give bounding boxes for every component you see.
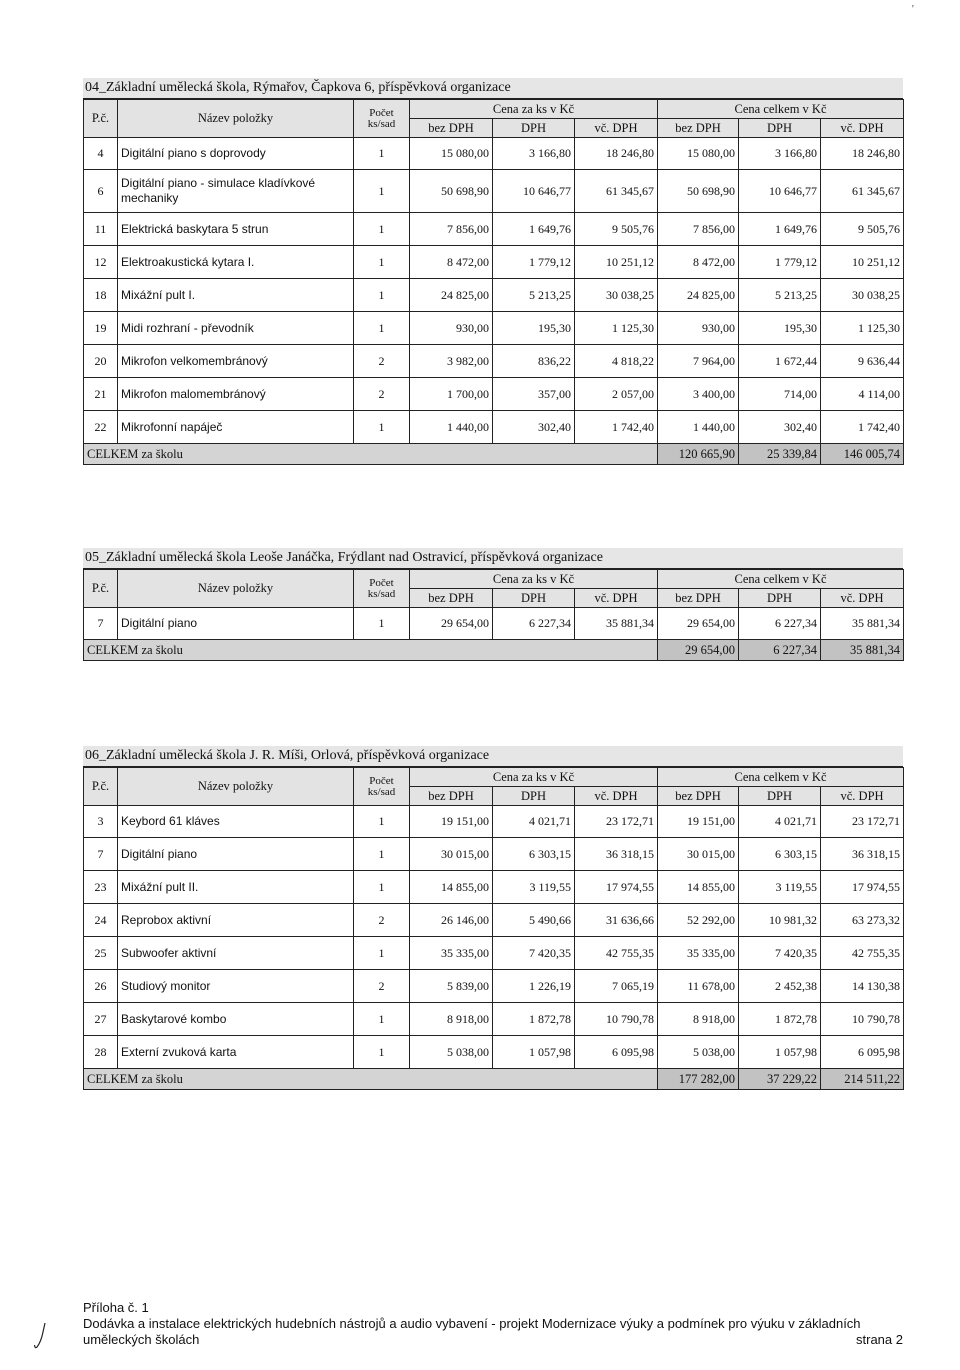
item-number: 28 [84,1036,118,1069]
section-title: 05_Základní umělecká škola Leoše Janáčka, Frýdlant nad Ostravicí, příspěvková organizace [83,548,903,569]
col-pc: P.č. [84,768,118,806]
unit-price-bez-dph: 14 855,00 [410,871,493,904]
total-price-vc-dph: 36 318,15 [821,838,904,871]
total-price-dph: 10 646,77 [739,170,821,213]
item-number: 4 [84,138,118,170]
total-price-bez-dph: 24 825,00 [658,279,739,312]
item-name: Baskytarové kombo [118,1003,354,1036]
total-price-dph: 3 119,55 [739,871,821,904]
item-quantity: 1 [354,170,410,213]
item-name: Keybord 61 kláves [118,806,354,838]
item-number: 27 [84,1003,118,1036]
col-total-vc-dph: vč. DPH [821,589,904,608]
col-pc: P.č. [84,570,118,608]
unit-price-bez-dph: 35 335,00 [410,937,493,970]
col-name: Název položky [118,768,354,806]
unit-price-dph: 195,30 [493,312,575,345]
section-title: 06_Základní umělecká škola J. R. Míši, Orlová, příspěvková organizace [83,746,903,767]
unit-price-vc-dph: 30 038,25 [575,279,658,312]
unit-price-bez-dph: 19 151,00 [410,806,493,838]
total-dph: 37 229,22 [739,1069,821,1090]
total-vc-dph: 146 005,74 [821,444,904,465]
total-dph: 6 227,34 [739,640,821,661]
unit-price-bez-dph: 29 654,00 [410,608,493,640]
total-price-vc-dph: 9 636,44 [821,345,904,378]
total-label: CELKEM za školu [84,640,658,661]
total-price-dph: 1 779,12 [739,246,821,279]
total-price-bez-dph: 19 151,00 [658,806,739,838]
total-label: CELKEM za školu [84,1069,658,1090]
total-price-dph: 1 672,44 [739,345,821,378]
item-name: Digitální piano - simulace kladívkové mechaniky [118,170,354,213]
item-quantity: 2 [354,970,410,1003]
item-name: Digitální piano s doprovody [118,138,354,170]
total-price-vc-dph: 35 881,34 [821,608,904,640]
unit-price-vc-dph: 10 251,12 [575,246,658,279]
attachment-label: Příloha č. 1 [83,1300,149,1315]
total-price-dph: 1 872,78 [739,1003,821,1036]
col-unit-price: Cena za ks v Kč [410,570,658,589]
unit-price-vc-dph: 36 318,15 [575,838,658,871]
item-quantity: 2 [354,904,410,937]
unit-price-dph: 1 649,76 [493,213,575,246]
unit-price-dph: 10 646,77 [493,170,575,213]
unit-price-dph: 7 420,35 [493,937,575,970]
total-price-dph: 10 981,32 [739,904,821,937]
item-quantity: 2 [354,345,410,378]
section-zus-rymarov [83,78,903,465]
total-row [84,444,904,465]
unit-price-dph: 3 166,80 [493,138,575,170]
item-name: Midi rozhraní - převodník [118,312,354,345]
item-quantity: 1 [354,312,410,345]
total-price-vc-dph: 10 251,12 [821,246,904,279]
item-quantity: 1 [354,806,410,838]
total-label: CELKEM za školu [84,444,658,465]
table-row [84,871,904,904]
total-row [84,1069,904,1090]
col-total-price: Cena celkem v Kč [658,100,904,119]
item-number: 7 [84,838,118,871]
item-quantity: 1 [354,138,410,170]
total-bez-dph: 177 282,00 [658,1069,739,1090]
total-vc-dph: 214 511,22 [821,1069,904,1090]
item-quantity: 1 [354,937,410,970]
unit-price-bez-dph: 50 698,90 [410,170,493,213]
item-quantity: 1 [354,1036,410,1069]
header-row-group [84,570,904,589]
item-quantity: 1 [354,1003,410,1036]
col-unit-bez-dph: bez DPH [410,119,493,138]
unit-price-dph: 5 213,25 [493,279,575,312]
item-number: 23 [84,871,118,904]
total-price-vc-dph: 1 125,30 [821,312,904,345]
item-name: Mixážní pult II. [118,871,354,904]
total-price-bez-dph: 7 964,00 [658,345,739,378]
col-total-vc-dph: vč. DPH [821,119,904,138]
page-footer [83,1300,903,1348]
item-number: 6 [84,170,118,213]
unit-price-dph: 1 779,12 [493,246,575,279]
total-price-dph: 6 227,34 [739,608,821,640]
total-price-dph: 3 166,80 [739,138,821,170]
item-number: 25 [84,937,118,970]
col-qty: Počet ks/sad [354,768,410,806]
total-price-vc-dph: 6 095,98 [821,1036,904,1069]
item-name: Elektroakustická kytara I. [118,246,354,279]
total-price-vc-dph: 4 114,00 [821,378,904,411]
item-number: 20 [84,345,118,378]
item-name: Mikrofon velkomembránový [118,345,354,378]
unit-price-bez-dph: 8 918,00 [410,1003,493,1036]
col-total-bez-dph: bez DPH [658,119,739,138]
item-name: Mikrofonní napáječ [118,411,354,444]
total-price-dph: 2 452,38 [739,970,821,1003]
col-pc: P.č. [84,100,118,138]
items-table [83,569,904,661]
project-description-cont: uměleckých školách [83,1332,200,1347]
total-price-vc-dph: 10 790,78 [821,1003,904,1036]
table-row [84,312,904,345]
item-number: 12 [84,246,118,279]
page-number: strana 2 [856,1332,903,1347]
items-table [83,99,904,465]
unit-price-vc-dph: 61 345,67 [575,170,658,213]
col-total-price: Cena celkem v Kč [658,768,904,787]
table-row [84,937,904,970]
table-row [84,246,904,279]
col-unit-bez-dph: bez DPH [410,787,493,806]
item-quantity: 2 [354,378,410,411]
unit-price-vc-dph: 18 246,80 [575,138,658,170]
unit-price-vc-dph: 17 974,55 [575,871,658,904]
total-price-bez-dph: 30 015,00 [658,838,739,871]
total-price-bez-dph: 15 080,00 [658,138,739,170]
col-total-bez-dph: bez DPH [658,787,739,806]
unit-price-dph: 302,40 [493,411,575,444]
total-price-bez-dph: 35 335,00 [658,937,739,970]
unit-price-vc-dph: 10 790,78 [575,1003,658,1036]
table-row [84,904,904,937]
unit-price-dph: 836,22 [493,345,575,378]
total-price-vc-dph: 42 755,35 [821,937,904,970]
total-bez-dph: 29 654,00 [658,640,739,661]
total-price-dph: 195,30 [739,312,821,345]
unit-price-vc-dph: 31 636,66 [575,904,658,937]
table-row [84,345,904,378]
item-number: 26 [84,970,118,1003]
total-price-vc-dph: 18 246,80 [821,138,904,170]
unit-price-dph: 1 226,19 [493,970,575,1003]
item-quantity: 1 [354,213,410,246]
table-row [84,970,904,1003]
col-unit-vc-dph: vč. DPH [575,589,658,608]
total-price-bez-dph: 11 678,00 [658,970,739,1003]
col-unit-dph: DPH [493,589,575,608]
items-table [83,767,904,1090]
unit-price-dph: 6 303,15 [493,838,575,871]
table-row [84,806,904,838]
item-name: Digitální piano [118,838,354,871]
item-quantity: 1 [354,871,410,904]
total-price-dph: 1 649,76 [739,213,821,246]
signature-mark [34,1322,48,1350]
total-price-bez-dph: 14 855,00 [658,871,739,904]
col-unit-dph: DPH [493,787,575,806]
item-quantity: 1 [354,411,410,444]
table-row [84,170,904,213]
item-quantity: 1 [354,246,410,279]
unit-price-dph: 1 872,78 [493,1003,575,1036]
total-price-bez-dph: 930,00 [658,312,739,345]
col-total-price: Cena celkem v Kč [658,570,904,589]
total-dph: 25 339,84 [739,444,821,465]
col-unit-vc-dph: vč. DPH [575,787,658,806]
section-zus-orlova [83,746,903,1090]
header-row-group [84,768,904,787]
item-name: Externí zvuková karta [118,1036,354,1069]
table-row [84,608,904,640]
item-quantity: 1 [354,608,410,640]
total-price-bez-dph: 29 654,00 [658,608,739,640]
col-unit-bez-dph: bez DPH [410,589,493,608]
table-row [84,838,904,871]
item-number: 18 [84,279,118,312]
total-price-dph: 7 420,35 [739,937,821,970]
total-price-dph: 302,40 [739,411,821,444]
col-qty: Počet ks/sad [354,100,410,138]
col-name: Název položky [118,570,354,608]
col-unit-price: Cena za ks v Kč [410,768,658,787]
unit-price-vc-dph: 23 172,71 [575,806,658,838]
item-name: Reprobox aktivní [118,904,354,937]
item-name: Mixážní pult I. [118,279,354,312]
total-price-dph: 714,00 [739,378,821,411]
unit-price-bez-dph: 7 856,00 [410,213,493,246]
unit-price-dph: 6 227,34 [493,608,575,640]
table-row [84,213,904,246]
item-name: Studiový monitor [118,970,354,1003]
item-name: Elektrická baskytara 5 strun [118,213,354,246]
unit-price-bez-dph: 1 440,00 [410,411,493,444]
unit-price-bez-dph: 30 015,00 [410,838,493,871]
unit-price-dph: 357,00 [493,378,575,411]
total-price-bez-dph: 3 400,00 [658,378,739,411]
total-price-vc-dph: 61 345,67 [821,170,904,213]
unit-price-vc-dph: 7 065,19 [575,970,658,1003]
item-number: 11 [84,213,118,246]
item-name: Subwoofer aktivní [118,937,354,970]
unit-price-vc-dph: 35 881,34 [575,608,658,640]
total-price-vc-dph: 9 505,76 [821,213,904,246]
item-quantity: 1 [354,838,410,871]
item-number: 19 [84,312,118,345]
unit-price-bez-dph: 8 472,00 [410,246,493,279]
total-price-bez-dph: 7 856,00 [658,213,739,246]
unit-price-dph: 1 057,98 [493,1036,575,1069]
col-total-bez-dph: bez DPH [658,589,739,608]
total-price-bez-dph: 52 292,00 [658,904,739,937]
total-price-dph: 4 021,71 [739,806,821,838]
unit-price-bez-dph: 24 825,00 [410,279,493,312]
total-price-vc-dph: 17 974,55 [821,871,904,904]
col-unit-vc-dph: vč. DPH [575,119,658,138]
col-total-vc-dph: vč. DPH [821,787,904,806]
unit-price-bez-dph: 5 038,00 [410,1036,493,1069]
unit-price-bez-dph: 5 839,00 [410,970,493,1003]
unit-price-bez-dph: 26 146,00 [410,904,493,937]
col-total-dph: DPH [739,119,821,138]
unit-price-vc-dph: 1 125,30 [575,312,658,345]
unit-price-vc-dph: 6 095,98 [575,1036,658,1069]
total-price-vc-dph: 14 130,38 [821,970,904,1003]
unit-price-bez-dph: 930,00 [410,312,493,345]
item-quantity: 1 [354,279,410,312]
col-unit-dph: DPH [493,119,575,138]
table-row [84,138,904,170]
total-price-dph: 6 303,15 [739,838,821,871]
total-price-bez-dph: 5 038,00 [658,1036,739,1069]
table-row [84,279,904,312]
unit-price-vc-dph: 4 818,22 [575,345,658,378]
item-number: 24 [84,904,118,937]
total-price-bez-dph: 50 698,90 [658,170,739,213]
item-number: 7 [84,608,118,640]
corner-mark: ' [912,4,914,15]
unit-price-dph: 5 490,66 [493,904,575,937]
table-row [84,1003,904,1036]
total-price-bez-dph: 8 472,00 [658,246,739,279]
total-vc-dph: 35 881,34 [821,640,904,661]
unit-price-vc-dph: 2 057,00 [575,378,658,411]
table-row [84,411,904,444]
col-name: Název položky [118,100,354,138]
section-title: 04_Základní umělecká škola, Rýmařov, Čapkova 6, příspěvková organizace [83,78,903,99]
header-row-group [84,100,904,119]
total-price-bez-dph: 1 440,00 [658,411,739,444]
total-row [84,640,904,661]
col-unit-price: Cena za ks v Kč [410,100,658,119]
unit-price-vc-dph: 1 742,40 [575,411,658,444]
project-description: Dodávka a instalace elektrických hudebních nástrojů a audio vybavení - projekt Modernizace výuky a podmínek pro výuku v základních [83,1316,861,1331]
unit-price-vc-dph: 42 755,35 [575,937,658,970]
item-number: 21 [84,378,118,411]
col-total-dph: DPH [739,787,821,806]
item-name: Mikrofon malomembránový [118,378,354,411]
item-number: 3 [84,806,118,838]
unit-price-vc-dph: 9 505,76 [575,213,658,246]
unit-price-dph: 3 119,55 [493,871,575,904]
total-price-dph: 1 057,98 [739,1036,821,1069]
unit-price-dph: 4 021,71 [493,806,575,838]
item-name: Digitální piano [118,608,354,640]
total-price-vc-dph: 63 273,32 [821,904,904,937]
col-qty: Počet ks/sad [354,570,410,608]
total-price-vc-dph: 23 172,71 [821,806,904,838]
unit-price-bez-dph: 1 700,00 [410,378,493,411]
total-price-dph: 5 213,25 [739,279,821,312]
total-price-vc-dph: 1 742,40 [821,411,904,444]
col-total-dph: DPH [739,589,821,608]
total-bez-dph: 120 665,90 [658,444,739,465]
unit-price-bez-dph: 3 982,00 [410,345,493,378]
section-zus-frydlant [83,548,903,661]
total-price-vc-dph: 30 038,25 [821,279,904,312]
unit-price-bez-dph: 15 080,00 [410,138,493,170]
table-row [84,378,904,411]
total-price-bez-dph: 8 918,00 [658,1003,739,1036]
item-number: 22 [84,411,118,444]
table-row [84,1036,904,1069]
